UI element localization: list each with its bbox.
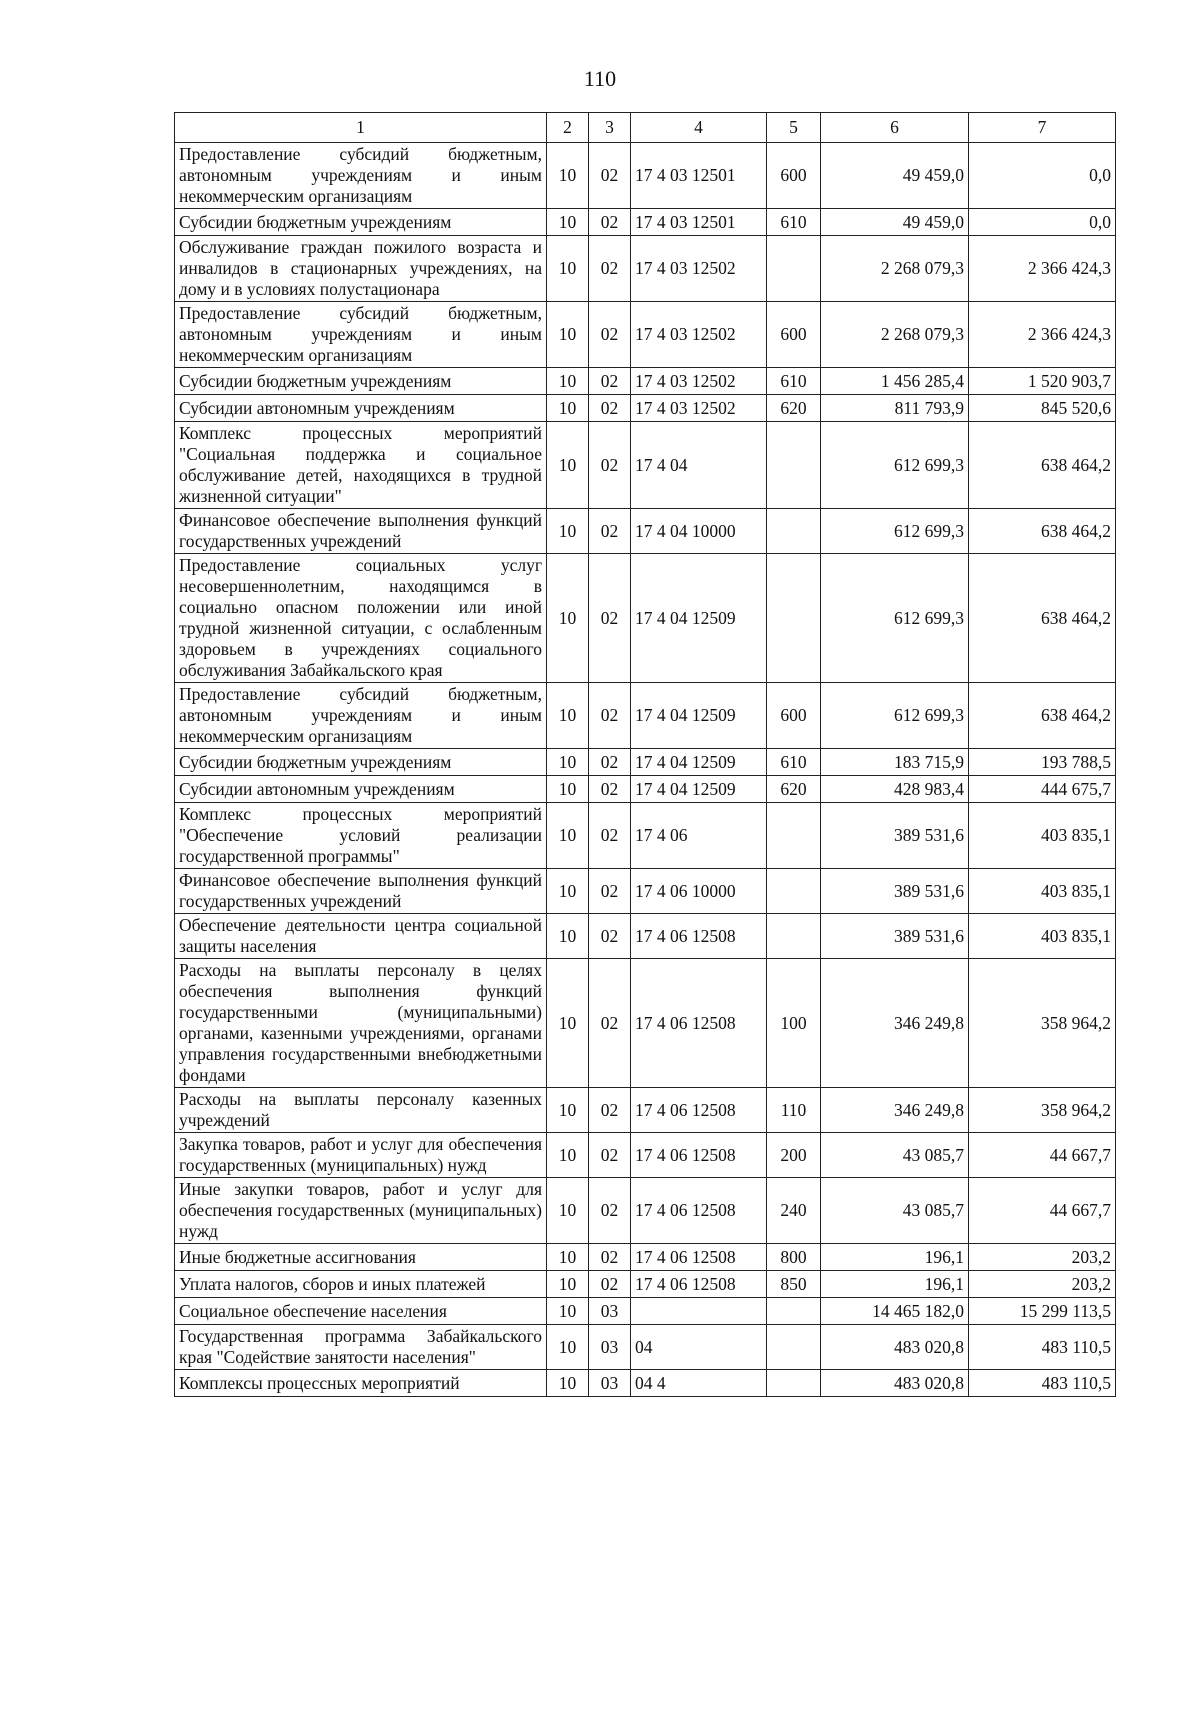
expense-type-cell: 100 [767, 959, 821, 1088]
row-name-cell: Комплексы процессных мероприятий [175, 1370, 547, 1397]
expense-type-cell: 610 [767, 749, 821, 776]
amount-year2-cell: 2 366 424,3 [969, 236, 1116, 302]
expense-type-cell [767, 869, 821, 914]
expense-type-cell [767, 803, 821, 869]
amount-year2-cell: 483 110,5 [969, 1370, 1116, 1397]
target-article-cell: 17 4 04 [631, 422, 767, 509]
amount-year1-cell: 612 699,3 [821, 509, 969, 554]
target-article-cell: 17 4 04 12509 [631, 683, 767, 749]
section-code-cell: 10 [547, 1325, 589, 1370]
section-code-cell: 10 [547, 1370, 589, 1397]
amount-year1-cell: 483 020,8 [821, 1370, 969, 1397]
subsection-code-cell: 03 [589, 1298, 631, 1325]
row-name-cell: Предоставление социальных услуг несовершеннолетним, находящимся в социально опасном положении или иной трудной жизненной ситуации, с ослабленным здоровьем в учреждениях социального обслуживания Забайкальского края [175, 554, 547, 683]
row-name-cell: Комплекс процессных мероприятий "Социальная поддержка и социальное обслуживание детей, находящихся в трудной жизненной ситуации" [175, 422, 547, 509]
amount-year1-cell: 483 020,8 [821, 1325, 969, 1370]
table-row [175, 422, 1116, 509]
amount-year1-cell: 2 268 079,3 [821, 302, 969, 368]
table-row [175, 395, 1116, 422]
section-code-cell: 10 [547, 143, 589, 209]
section-code-cell: 10 [547, 368, 589, 395]
subsection-code-cell: 02 [589, 914, 631, 959]
amount-year1-cell: 428 983,4 [821, 776, 969, 803]
row-name-cell: Закупка товаров, работ и услуг для обеспечения государственных (муниципальных) нужд [175, 1133, 547, 1178]
amount-year1-cell: 612 699,3 [821, 683, 969, 749]
subsection-code-cell: 02 [589, 1244, 631, 1271]
table-row [175, 1370, 1116, 1397]
amount-year2-cell: 403 835,1 [969, 869, 1116, 914]
expense-type-cell: 620 [767, 395, 821, 422]
row-name-cell: Обслуживание граждан пожилого возраста и инвалидов в стационарных учреждениях, на дому и в условиях полустационара [175, 236, 547, 302]
amount-year1-cell: 196,1 [821, 1271, 969, 1298]
table-row [175, 1298, 1116, 1325]
expense-type-cell: 620 [767, 776, 821, 803]
amount-year2-cell: 638 464,2 [969, 422, 1116, 509]
section-code-cell: 10 [547, 776, 589, 803]
table-row [175, 803, 1116, 869]
amount-year2-cell: 483 110,5 [969, 1325, 1116, 1370]
column-header: 3 [589, 113, 631, 143]
amount-year1-cell: 346 249,8 [821, 1088, 969, 1133]
amount-year2-cell: 638 464,2 [969, 509, 1116, 554]
table-row [175, 1088, 1116, 1133]
amount-year1-cell: 1 456 285,4 [821, 368, 969, 395]
row-name-cell: Субсидии бюджетным учреждениям [175, 368, 547, 395]
section-code-cell: 10 [547, 1088, 589, 1133]
expense-type-cell: 850 [767, 1271, 821, 1298]
amount-year1-cell: 14 465 182,0 [821, 1298, 969, 1325]
table-row [175, 749, 1116, 776]
target-article-cell [631, 1298, 767, 1325]
target-article-cell: 04 [631, 1325, 767, 1370]
amount-year2-cell: 358 964,2 [969, 1088, 1116, 1133]
target-article-cell: 17 4 03 12502 [631, 236, 767, 302]
table-row [175, 1178, 1116, 1244]
section-code-cell: 10 [547, 1133, 589, 1178]
subsection-code-cell: 02 [589, 422, 631, 509]
expense-type-cell: 800 [767, 1244, 821, 1271]
section-code-cell: 10 [547, 554, 589, 683]
amount-year2-cell: 193 788,5 [969, 749, 1116, 776]
table-body [175, 143, 1116, 1397]
row-name-cell: Предоставление субсидий бюджетным, автономным учреждениям и иным некоммерческим организациям [175, 143, 547, 209]
column-header: 5 [767, 113, 821, 143]
expense-type-cell [767, 914, 821, 959]
column-header: 6 [821, 113, 969, 143]
section-code-cell: 10 [547, 869, 589, 914]
subsection-code-cell: 02 [589, 869, 631, 914]
subsection-code-cell: 02 [589, 236, 631, 302]
target-article-cell: 17 4 03 12501 [631, 143, 767, 209]
amount-year2-cell: 44 667,7 [969, 1178, 1116, 1244]
subsection-code-cell: 02 [589, 776, 631, 803]
amount-year1-cell: 612 699,3 [821, 554, 969, 683]
amount-year1-cell: 49 459,0 [821, 209, 969, 236]
subsection-code-cell: 02 [589, 395, 631, 422]
column-header: 2 [547, 113, 589, 143]
row-name-cell: Предоставление субсидий бюджетным, автономным учреждениям и иным некоммерческим организациям [175, 683, 547, 749]
section-code-cell: 10 [547, 749, 589, 776]
expense-type-cell: 600 [767, 143, 821, 209]
expense-type-cell [767, 509, 821, 554]
amount-year1-cell: 389 531,6 [821, 803, 969, 869]
amount-year2-cell: 638 464,2 [969, 554, 1116, 683]
subsection-code-cell: 03 [589, 1370, 631, 1397]
section-code-cell: 10 [547, 1271, 589, 1298]
subsection-code-cell: 02 [589, 1178, 631, 1244]
table-row [175, 554, 1116, 683]
amount-year2-cell: 0,0 [969, 143, 1116, 209]
subsection-code-cell: 02 [589, 1088, 631, 1133]
subsection-code-cell: 02 [589, 368, 631, 395]
amount-year1-cell: 49 459,0 [821, 143, 969, 209]
row-name-cell: Уплата налогов, сборов и иных платежей [175, 1271, 547, 1298]
table-row [175, 236, 1116, 302]
expense-type-cell [767, 554, 821, 683]
expense-type-cell [767, 422, 821, 509]
target-article-cell: 17 4 06 12508 [631, 1133, 767, 1178]
target-article-cell: 17 4 06 12508 [631, 1088, 767, 1133]
target-article-cell: 17 4 06 10000 [631, 869, 767, 914]
expense-type-cell: 110 [767, 1088, 821, 1133]
amount-year2-cell: 638 464,2 [969, 683, 1116, 749]
target-article-cell: 17 4 03 12502 [631, 368, 767, 395]
target-article-cell: 17 4 03 12502 [631, 395, 767, 422]
section-code-cell: 10 [547, 1178, 589, 1244]
target-article-cell: 17 4 04 10000 [631, 509, 767, 554]
subsection-code-cell: 03 [589, 1325, 631, 1370]
row-name-cell: Иные бюджетные ассигнования [175, 1244, 547, 1271]
table-row [175, 683, 1116, 749]
amount-year2-cell: 1 520 903,7 [969, 368, 1116, 395]
section-code-cell: 10 [547, 803, 589, 869]
expense-type-cell [767, 1325, 821, 1370]
amount-year2-cell: 203,2 [969, 1244, 1116, 1271]
table-row [175, 869, 1116, 914]
subsection-code-cell: 02 [589, 1271, 631, 1298]
amount-year1-cell: 196,1 [821, 1244, 969, 1271]
amount-year2-cell: 2 366 424,3 [969, 302, 1116, 368]
section-code-cell: 10 [547, 422, 589, 509]
section-code-cell: 10 [547, 236, 589, 302]
table-row [175, 302, 1116, 368]
section-code-cell: 10 [547, 683, 589, 749]
amount-year1-cell: 612 699,3 [821, 422, 969, 509]
amount-year1-cell: 811 793,9 [821, 395, 969, 422]
table-row [175, 209, 1116, 236]
amount-year2-cell: 203,2 [969, 1271, 1116, 1298]
amount-year1-cell: 43 085,7 [821, 1178, 969, 1244]
expense-type-cell: 610 [767, 368, 821, 395]
amount-year2-cell: 15 299 113,5 [969, 1298, 1116, 1325]
column-header: 1 [175, 113, 547, 143]
row-name-cell: Предоставление субсидий бюджетным, автономным учреждениям и иным некоммерческим организациям [175, 302, 547, 368]
row-name-cell: Субсидии автономным учреждениям [175, 776, 547, 803]
target-article-cell: 17 4 03 12501 [631, 209, 767, 236]
target-article-cell: 17 4 04 12509 [631, 776, 767, 803]
table-row [175, 368, 1116, 395]
subsection-code-cell: 02 [589, 959, 631, 1088]
expense-type-cell: 610 [767, 209, 821, 236]
expense-type-cell [767, 1370, 821, 1397]
section-code-cell: 10 [547, 302, 589, 368]
target-article-cell: 17 4 06 [631, 803, 767, 869]
table-row [175, 509, 1116, 554]
amount-year2-cell: 0,0 [969, 209, 1116, 236]
amount-year2-cell: 444 675,7 [969, 776, 1116, 803]
target-article-cell: 17 4 03 12502 [631, 302, 767, 368]
target-article-cell: 17 4 06 12508 [631, 959, 767, 1088]
expense-type-cell: 600 [767, 302, 821, 368]
subsection-code-cell: 02 [589, 143, 631, 209]
section-code-cell: 10 [547, 1298, 589, 1325]
subsection-code-cell: 02 [589, 683, 631, 749]
target-article-cell: 17 4 06 12508 [631, 1244, 767, 1271]
header-row [175, 113, 1116, 143]
amount-year1-cell: 389 531,6 [821, 914, 969, 959]
section-code-cell: 10 [547, 1244, 589, 1271]
amount-year1-cell: 389 531,6 [821, 869, 969, 914]
amount-year1-cell: 346 249,8 [821, 959, 969, 1088]
target-article-cell: 17 4 04 12509 [631, 554, 767, 683]
target-article-cell: 17 4 06 12508 [631, 1271, 767, 1298]
expense-type-cell [767, 236, 821, 302]
row-name-cell: Субсидии автономным учреждениям [175, 395, 547, 422]
section-code-cell: 10 [547, 509, 589, 554]
table-row [175, 1271, 1116, 1298]
expense-type-cell: 200 [767, 1133, 821, 1178]
column-header: 4 [631, 113, 767, 143]
subsection-code-cell: 02 [589, 749, 631, 776]
budget-table [174, 112, 1116, 1397]
row-name-cell: Социальное обеспечение населения [175, 1298, 547, 1325]
expense-type-cell: 600 [767, 683, 821, 749]
table-row [175, 959, 1116, 1088]
row-name-cell: Расходы на выплаты персоналу в целях обеспечения выполнения функций государственными (муниципальными) органами, казенными учреждениями, органами управления государственными внебюджетными фондами [175, 959, 547, 1088]
subsection-code-cell: 02 [589, 209, 631, 236]
amount-year2-cell: 44 667,7 [969, 1133, 1116, 1178]
section-code-cell: 10 [547, 914, 589, 959]
row-name-cell: Финансовое обеспечение выполнения функций государственных учреждений [175, 509, 547, 554]
column-header: 7 [969, 113, 1116, 143]
subsection-code-cell: 02 [589, 554, 631, 683]
amount-year1-cell: 2 268 079,3 [821, 236, 969, 302]
target-article-cell: 17 4 06 12508 [631, 914, 767, 959]
table-row [175, 1325, 1116, 1370]
page-number: 110 [583, 66, 617, 91]
target-article-cell: 04 4 [631, 1370, 767, 1397]
amount-year1-cell: 43 085,7 [821, 1133, 969, 1178]
amount-year2-cell: 845 520,6 [969, 395, 1116, 422]
table-row [175, 143, 1116, 209]
table-row [175, 914, 1116, 959]
expense-type-cell: 240 [767, 1178, 821, 1244]
table-row [175, 776, 1116, 803]
row-name-cell: Субсидии бюджетным учреждениям [175, 209, 547, 236]
row-name-cell: Государственная программа Забайкальского края "Содействие занятости населения" [175, 1325, 547, 1370]
section-code-cell: 10 [547, 959, 589, 1088]
amount-year2-cell: 403 835,1 [969, 803, 1116, 869]
subsection-code-cell: 02 [589, 803, 631, 869]
amount-year2-cell: 403 835,1 [969, 914, 1116, 959]
amount-year2-cell: 358 964,2 [969, 959, 1116, 1088]
row-name-cell: Расходы на выплаты персоналу казенных учреждений [175, 1088, 547, 1133]
expense-type-cell [767, 1298, 821, 1325]
row-name-cell: Субсидии бюджетным учреждениям [175, 749, 547, 776]
row-name-cell: Иные закупки товаров, работ и услуг для обеспечения государственных (муниципальных) нужд [175, 1178, 547, 1244]
section-code-cell: 10 [547, 395, 589, 422]
table-row [175, 1133, 1116, 1178]
subsection-code-cell: 02 [589, 302, 631, 368]
amount-year1-cell: 183 715,9 [821, 749, 969, 776]
table-row [175, 1244, 1116, 1271]
row-name-cell: Комплекс процессных мероприятий "Обеспечение условий реализации государственной программы" [175, 803, 547, 869]
subsection-code-cell: 02 [589, 1133, 631, 1178]
row-name-cell: Обеспечение деятельности центра социальной защиты населения [175, 914, 547, 959]
target-article-cell: 17 4 04 12509 [631, 749, 767, 776]
section-code-cell: 10 [547, 209, 589, 236]
row-name-cell: Финансовое обеспечение выполнения функций государственных учреждений [175, 869, 547, 914]
subsection-code-cell: 02 [589, 509, 631, 554]
target-article-cell: 17 4 06 12508 [631, 1178, 767, 1244]
